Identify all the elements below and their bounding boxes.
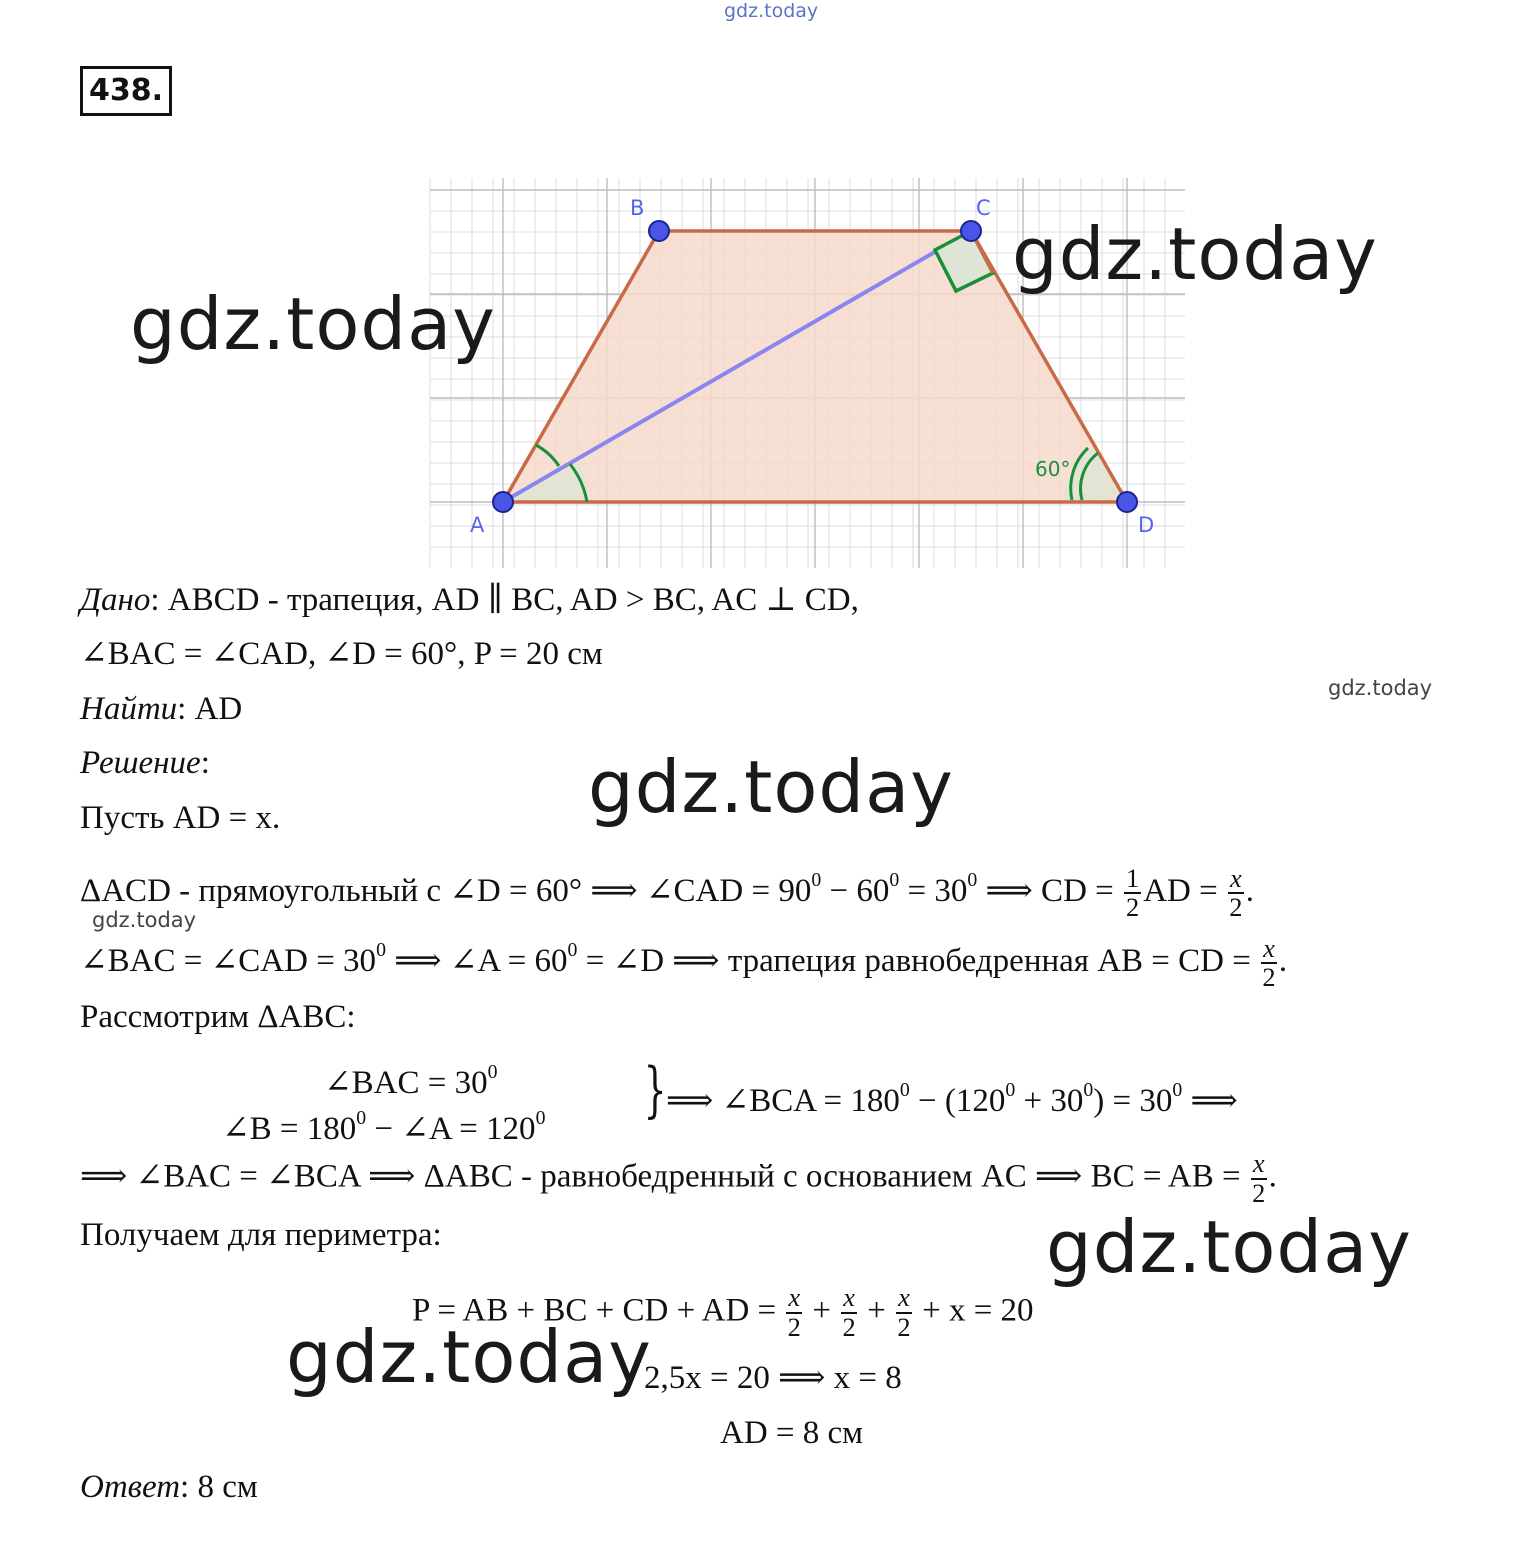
system-line-2 bbox=[222, 1098, 545, 1149]
bac-text-1: ∠BAC = ∠CAD = 30 bbox=[80, 942, 377, 979]
sys2-sup-b: 0 bbox=[535, 1107, 546, 1129]
watermark-small-left: gdz.today bbox=[92, 908, 197, 932]
watermark-right-bottom: gdz.today bbox=[1046, 1205, 1412, 1289]
system-line-1 bbox=[324, 1052, 498, 1103]
fraction-x-half bbox=[1261, 932, 1277, 993]
acd-text-4: ⟹ CD = bbox=[977, 872, 1123, 909]
solution-colon: : bbox=[200, 745, 210, 781]
bca-sup-1: 0 bbox=[899, 1079, 910, 1101]
vertex-d bbox=[1117, 492, 1137, 512]
angle-label-60: 60° bbox=[1035, 457, 1071, 481]
label-a: A bbox=[470, 513, 485, 537]
acd-sup-2: 0 bbox=[889, 869, 900, 891]
watermark-left: gdz.today bbox=[130, 282, 496, 366]
label-b: B bbox=[630, 196, 645, 220]
answer-label: Ответ bbox=[80, 1469, 181, 1505]
given-text-1: : ABCD - трапеция, AD ∥ BC, AD > BC, AC ⊥ CD, bbox=[150, 582, 859, 618]
fraction-num: x bbox=[898, 1282, 910, 1312]
watermark-right-figure: gdz.today bbox=[1012, 212, 1378, 296]
dot: . bbox=[1278, 942, 1288, 979]
solution-label: Решение bbox=[80, 745, 201, 781]
fraction-num: x bbox=[1252, 1148, 1265, 1178]
dot: . bbox=[1268, 1158, 1277, 1195]
fraction-den: 2 bbox=[1262, 962, 1276, 993]
solution-heading bbox=[80, 743, 210, 783]
find-label: Найти bbox=[80, 691, 178, 727]
given-line-2: ∠BAC = ∠CAD, ∠D = 60°, P = 20 см bbox=[80, 636, 603, 672]
bca-text-3: + 30 bbox=[1015, 1082, 1084, 1119]
label-c: C bbox=[976, 196, 991, 220]
acd-text-1: ΔACD - прямоугольный с ∠D = 60° ⟹ ∠CAD = 90 bbox=[80, 872, 812, 909]
solve-equation: 2,5x = 20 ⟹ x = 8 bbox=[644, 1360, 902, 1396]
fraction-num: 1 bbox=[1126, 862, 1140, 893]
answer-line bbox=[80, 1467, 258, 1507]
bca-sup-2: 0 bbox=[1005, 1079, 1016, 1101]
fraction-den: 2 bbox=[1126, 892, 1140, 923]
bca-sup-3: 0 bbox=[1083, 1079, 1094, 1101]
bac-sup-1: 0 bbox=[376, 939, 386, 961]
bac-line bbox=[80, 930, 1287, 992]
fraction-num: x bbox=[788, 1282, 801, 1312]
fraction-num: x bbox=[1263, 932, 1275, 963]
fraction-num: x bbox=[1230, 862, 1242, 893]
fraction-x-half bbox=[841, 1284, 857, 1341]
fraction-x-half bbox=[1251, 1150, 1267, 1207]
fraction-den: 2 bbox=[842, 1311, 856, 1342]
perimeter-intro: Получаем для периметра: bbox=[80, 1217, 442, 1253]
dot: . bbox=[1245, 872, 1254, 909]
sys2-sup-a: 0 bbox=[356, 1107, 367, 1129]
sys2-text-a: ∠B = 180 bbox=[222, 1110, 357, 1147]
consider-line: Рассмотрим ΔABC: bbox=[80, 999, 356, 1035]
plus: + bbox=[867, 1292, 886, 1329]
vertex-a bbox=[493, 492, 513, 512]
watermark-bottom-left: gdz.today bbox=[286, 1315, 652, 1399]
acd-line bbox=[80, 860, 1254, 922]
fraction-den: 2 bbox=[787, 1311, 801, 1342]
bca-line bbox=[666, 1070, 1238, 1121]
plus: + bbox=[812, 1292, 832, 1329]
bca-text-2: − (120 bbox=[909, 1082, 1006, 1119]
find-line bbox=[80, 689, 242, 729]
watermark-small-right: gdz.today bbox=[1328, 676, 1433, 700]
acd-text-5: AD = bbox=[1143, 872, 1226, 909]
given-label: Дано bbox=[80, 582, 151, 618]
acd-text-2: − 60 bbox=[821, 872, 890, 909]
perimeter-equation bbox=[412, 1284, 1034, 1341]
sys1-text: ∠BAC = 30 bbox=[324, 1064, 488, 1101]
acd-sup-3: 0 bbox=[967, 869, 978, 891]
fraction-x-half bbox=[786, 1284, 802, 1341]
vertex-c bbox=[961, 221, 981, 241]
label-d: D bbox=[1138, 513, 1155, 537]
bac-text-3: = ∠D ⟹ трапеция равнобедренная AB = CD = bbox=[577, 942, 1260, 979]
given-line-1 bbox=[80, 580, 859, 620]
iso-text: ⟹ ∠BAC = ∠BCA ⟹ ΔABC - равнобедренный с основанием AC ⟹ BC = AB = bbox=[80, 1158, 1249, 1195]
fraction-half bbox=[1124, 862, 1141, 923]
perim-text-1: P = AB + BC + CD + AD = bbox=[412, 1292, 785, 1329]
bca-text-1: ⟹ ∠BCA = 180 bbox=[666, 1082, 900, 1119]
system-brace: } bbox=[643, 1055, 667, 1125]
bca-text-5: ⟹ bbox=[1182, 1082, 1238, 1119]
bca-sup-4: 0 bbox=[1172, 1079, 1183, 1101]
fraction-den: 2 bbox=[1252, 1177, 1266, 1208]
problem-number: 438. bbox=[80, 66, 172, 116]
answer-value: : 8 см bbox=[180, 1469, 258, 1505]
let-line: Пусть AD = x. bbox=[80, 800, 281, 836]
result-line: AD = 8 см bbox=[720, 1415, 864, 1451]
acd-text-3: = 30 bbox=[899, 872, 968, 909]
fraction-x-half bbox=[1228, 862, 1244, 923]
sys1-sup: 0 bbox=[487, 1061, 498, 1083]
watermark-center: gdz.today bbox=[588, 745, 954, 829]
fraction-den: 2 bbox=[1229, 892, 1243, 923]
fraction-num: x bbox=[843, 1282, 855, 1312]
find-value: : AD bbox=[177, 691, 243, 727]
bca-text-4: ) = 30 bbox=[1093, 1082, 1173, 1119]
bac-sup-2: 0 bbox=[567, 939, 578, 961]
acd-sup-1: 0 bbox=[811, 869, 822, 891]
top-watermark: gdz.today bbox=[724, 0, 819, 22]
perim-text-2: + x = 20 bbox=[913, 1292, 1034, 1329]
isosceles-line bbox=[80, 1150, 1277, 1207]
sys2-text-b: − ∠A = 120 bbox=[366, 1110, 536, 1147]
fraction-den: 2 bbox=[897, 1311, 911, 1342]
vertex-b bbox=[649, 221, 669, 241]
fraction-x-half bbox=[896, 1284, 912, 1341]
bac-text-2: ⟹ ∠A = 60 bbox=[385, 942, 568, 979]
